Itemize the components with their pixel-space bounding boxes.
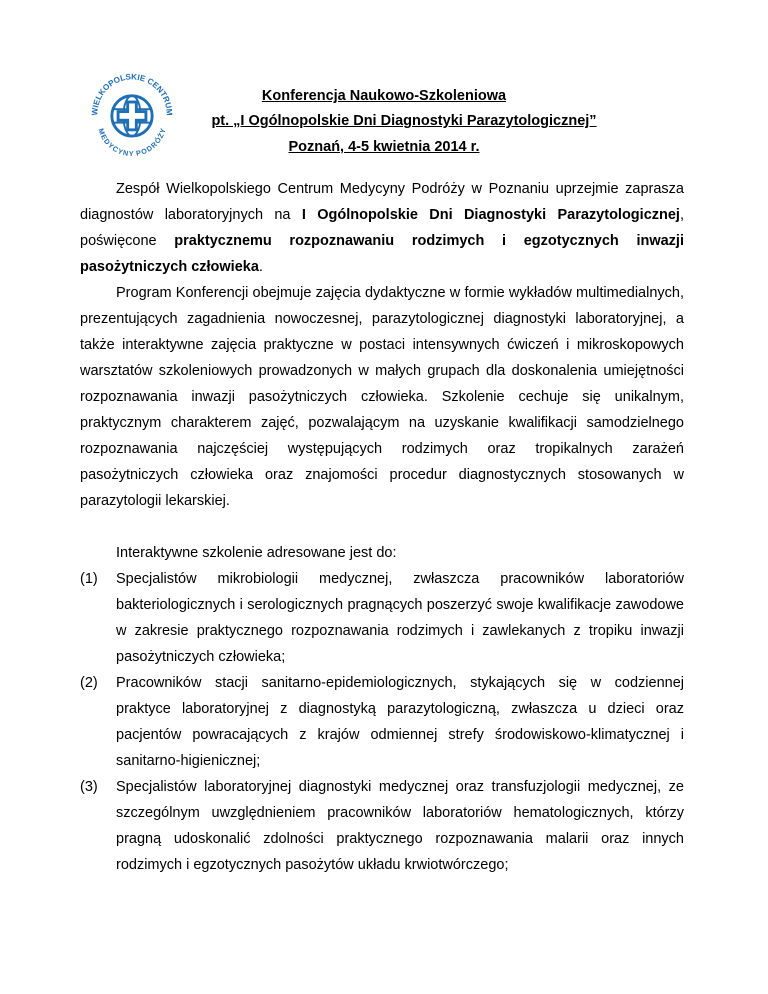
list-item-number: (1) [80,571,98,587]
addressed-heading: Interaktywne szkolenie adresowane jest do: [116,545,397,561]
spacer [80,514,684,540]
list-item-number: (3) [80,779,98,795]
logo-text-bottom: MEDYCYNY PODRÓŻY [96,127,168,159]
conference-title: Konferencja Naukowo-Szkoleniowa [261,88,507,104]
logo-text-top: WIELKOPOLSKIE CENTRUM [90,72,174,116]
list-item [80,566,684,670]
intro-text-3: . [258,259,263,275]
program-paragraph: Program Konferencji obejmuje zajęcia dydaktyczne w formie wykładów multimedialnych, prezentujących zagadnienia nowoczesnej, parazytologicznej diagnostyki laboratoryjnej, a także interaktywne zajęcia praktyczne w postaci intensywnych ćwiczeń i mikroskopowych warsztatów szkoleniowych prowadzonych w małych grupach dla doskonalenia umiejętności rozpoznawania inwazji pasożytniczych człowieka. Szkolenie cechuje się unikalnym, praktycznym charakterem zajęć, pozwalającym na uzyskanie kwalifikacji samodzielnego rozpoznawania najczęściej występujących rodzimych oraz tropikalnych zarażeń pasożytniczych człowieka oraz znajomości procedur diagnostycznych stosowanych w parazytologii lekarskiej. [80,285,684,509]
intro-bold-1: I Ogólnopolskie Dni Diagnostyki Parazytologicznej [301,207,680,223]
list-item [80,670,684,774]
intro-text-1: Zespół Wielkopolskiego Centrum Medycyny Podróży w Poznaniu uprzejmie zaprasza diagnostów laboratoryjnych na [80,181,684,223]
list-item-number: (2) [80,675,98,691]
list-item-text: Pracowników stacji sanitarno-epidemiologicznych, stykających się w codziennej praktyce laboratoryjnej z diagnostyką parazytologiczną, zwłaszcza u dzieci oraz pacjentów powracających z krajów odmiennej strefy środowiskowo-klimatycznej i sanitarno-higienicznej; [116,675,684,769]
intro-text-2: , poświęcone [80,207,684,249]
intro-bold-2: praktycznemu rozpoznawaniu rodzimych i egzotycznych inwazji pasożytniczych człowieka [80,233,684,275]
list-item-text: Specjalistów mikrobiologii medycznej, zwłaszcza pracowników laboratoriów bakteriologicznych i serologicznych pragnących poszerzyć swoje kwalifikacje zawodowe w zakresie praktycznego rozpoznawania rodzimych i zawlekanych z tropiku inwazji pasożytniczych człowieka; [116,571,684,665]
list-item [80,774,684,878]
letter-body [80,176,684,878]
conference-date: Poznań, 4-5 kwietnia 2014 r. [288,139,480,155]
audience-list [80,566,684,878]
conference-subtitle: pt. „I Ogólnopolskie Dni Diagnostyki Parazytologicznej” [211,113,597,129]
intro-paragraph [80,176,684,280]
list-item-text: Specjalistów laboratoryjnej diagnostyki medycznej oraz transfuzjologii medycznej, ze szczególnym uwzględnieniem pracowników laboratoriów hematologicznych, którzy pragną udoskonalić zdolności praktycznego rozpoznawania malarii oraz innych rodzimych i egzotycznych pasożytów układu krwiotwórczego; [116,779,684,873]
